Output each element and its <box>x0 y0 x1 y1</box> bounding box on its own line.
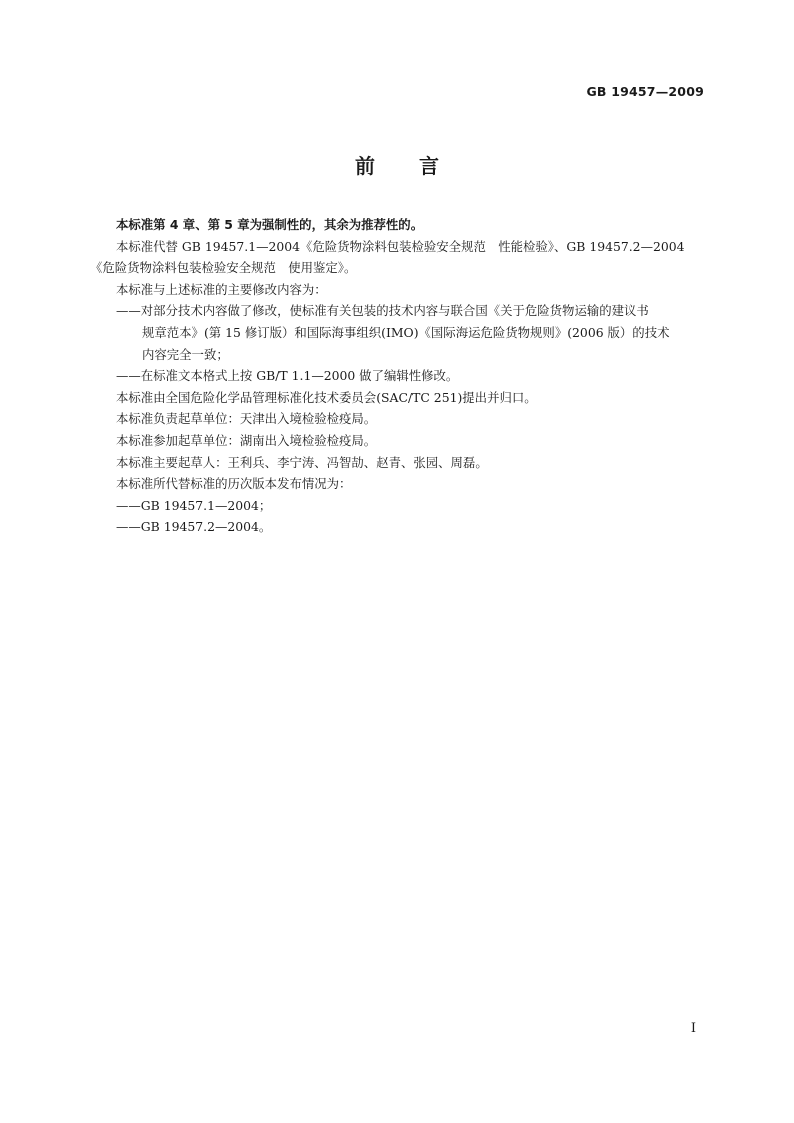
paragraph-replaces-line2: 《危险货物涂料包装检验安全规范 使用鉴定》。 <box>90 260 357 276</box>
paragraph-replaces-line1: 本标准代替 GB 19457.1—2004《危险货物涂料包装检验安全规范 性能检验》、GB 19457.2—2004 <box>116 238 685 254</box>
paragraph-previous-editions: 本标准所代替标准的历次版本发布情况为： <box>116 476 352 492</box>
paragraph-lead-drafter: 本标准负责起草单位：天津出入境检验检疫局。 <box>116 411 377 427</box>
change-item-1-line2: 规章范本》(第 15 修订版）和国际海事组织(IMO)《国际海运危险货物规则》(2006 版）的技术 <box>142 324 670 340</box>
paragraph-main-drafters: 本标准主要起草人：王利兵、李宁涛、冯智劼、赵青、张园、周磊。 <box>116 454 488 470</box>
previous-edition-1: ——GB 19457.1—2004； <box>116 497 272 513</box>
foreword-body <box>90 214 704 538</box>
change-item-1-line3: 内容完全一致； <box>142 346 229 362</box>
page-title: 前言 <box>355 154 483 178</box>
paragraph-proposed-by: 本标准由全国危险化学品管理标准化技术委员会(SAC/TC 251)提出并归口。 <box>116 389 537 405</box>
paragraph-mandatory-chapters: 本标准第 4 章、第 5 章为强制性的，其余为推荐性的。 <box>116 217 424 232</box>
page-number: I <box>690 1021 696 1036</box>
change-item-2: ——在标准文本格式上按 GB/T 1.1—2000 做了编辑性修改。 <box>116 368 459 384</box>
paragraph-main-changes: 本标准与上述标准的主要修改内容为： <box>116 281 327 297</box>
change-item-1-line1: ——对部分技术内容做了修改，使标准有关包装的技术内容与联合国《关于危险货物运输的建议书 <box>116 303 649 319</box>
standard-code-header: GB 19457—2009 <box>586 84 704 99</box>
previous-edition-2: ——GB 19457.2—2004。 <box>116 519 272 535</box>
paragraph-participating-drafter: 本标准参加起草单位：湖南出入境检验检疫局。 <box>116 432 377 448</box>
